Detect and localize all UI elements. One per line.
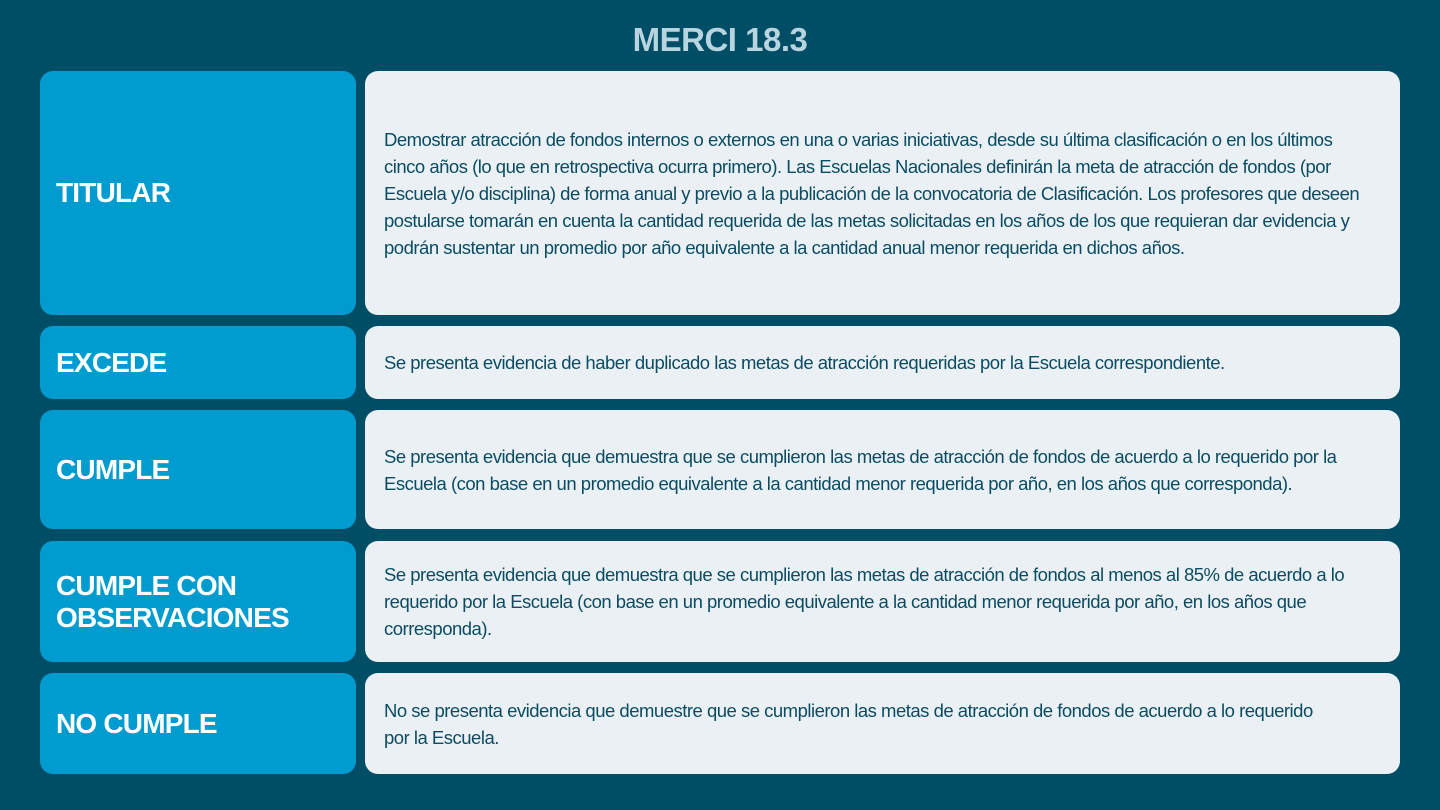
description-cell: [365, 410, 1400, 529]
level-label: TITULAR: [56, 177, 171, 208]
rubric-row-no-cumple: [40, 673, 1400, 774]
description-text: Se presenta evidencia que demuestra que se cumplieron las metas de atracción de fondos al menos al 85% de acuerdo a lo requerido por la Escuela (con base en un promedio equivalente a la cantidad menor requerida por año, en los años que corresponda).: [384, 564, 1345, 639]
level-label: CUMPLE: [56, 453, 170, 485]
description-text: Se presenta evidencia que demuestra que se cumplieron las metas de atracción de fondos de acuerdo a lo requerido por la Escuela (con base en un promedio equivalente a la cantidad menor requerida por año, en los años que corresponda).: [384, 445, 1337, 494]
level-cell: [40, 541, 356, 662]
rubric-row-excede: [40, 326, 1400, 399]
description-text: No se presenta evidencia que demuestre que se cumplieron las metas de atracción de fondos de acuerdo a lo requerido por la Escuela.: [384, 699, 1313, 748]
description-cell: [365, 326, 1400, 399]
description-cell: [365, 71, 1400, 315]
level-cell: [40, 326, 356, 399]
description-text: Se presenta evidencia de haber duplicado las metas de atracción requeridas por la Escuela correspondiente.: [384, 352, 1225, 373]
page-title: MERCI 18.3: [632, 21, 808, 58]
description-text: Demostrar atracción de fondos internos o externos en una o varias iniciativas, desde su última clasificación o en los últimos cinco años (lo que en retrospectiva ocurra primero). Las Escuelas Nacionales definirán la meta de atracción de fondos (por Escuela y/o disciplina) de forma anual y previo a la publicación de la convocatoria de Clasificación. Los profesores que deseen postularse tomarán en cuenta la cantidad requerida de las metas solicitadas en los años de los que requieran dar evidencia y podrán sustentar un promedio por año equivalente a la cantidad anual menor requerida en dichos años.: [384, 128, 1360, 258]
level-cell: [40, 410, 356, 529]
description-cell: [365, 541, 1400, 662]
rubric-row-cumple-con-observaciones: [40, 541, 1400, 662]
level-label: NO CUMPLE: [56, 707, 217, 739]
level-label: EXCEDE: [56, 346, 167, 378]
level-label: CUMPLE CON OBSERVACIONES: [56, 569, 289, 633]
rubric-row-cumple: [40, 410, 1400, 529]
rubric-row-titular: [40, 71, 1400, 315]
description-cell: [365, 673, 1400, 774]
level-cell: [40, 673, 356, 774]
level-cell: [40, 71, 356, 315]
